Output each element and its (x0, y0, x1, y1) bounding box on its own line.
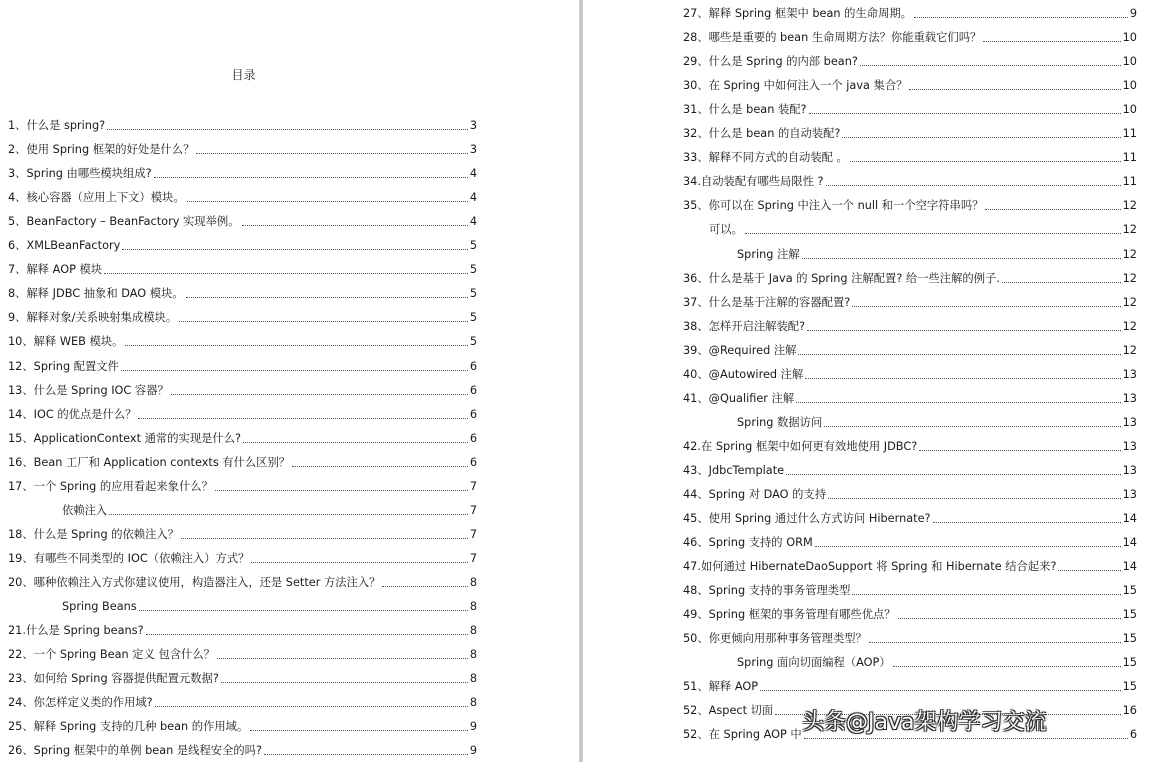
toc-entry[interactable] (8, 232, 477, 256)
toc-dot-leader (852, 593, 1120, 595)
toc-entry-title: 24、你怎样定义类的作用域? (8, 696, 153, 710)
toc-entry-page-number: 7 (469, 479, 477, 493)
toc-entry-page-number: 4 (469, 167, 477, 181)
toc-dot-leader (171, 393, 468, 395)
toc-dot-leader (909, 88, 1120, 90)
toc-entry-title: 48、Spring 支持的事务管理类型 (683, 584, 851, 598)
toc-list-right (683, 0, 1137, 745)
right-page (583, 0, 1167, 762)
toc-entry-title: 43、JdbcTemplate (683, 463, 785, 477)
toc-entry[interactable] (683, 481, 1137, 505)
toc-entry-page-number: 12 (1122, 343, 1137, 357)
toc-entry-page-number: 3 (469, 119, 477, 133)
toc-entry[interactable] (683, 457, 1137, 481)
toc-entry-page-number: 6 (469, 455, 477, 469)
toc-dot-leader (181, 537, 468, 539)
toc-entry-page-number: 11 (1122, 175, 1137, 189)
toc-dot-leader (292, 465, 468, 467)
toc-dot-leader (852, 305, 1120, 307)
toc-entry[interactable] (8, 401, 477, 425)
toc-entry-page-number: 8 (469, 575, 477, 589)
toc-entry-title: 21.什么是 Spring beans? (8, 624, 144, 638)
toc-dot-leader (251, 561, 467, 563)
toc-dot-leader (826, 184, 1121, 186)
toc-dot-leader (121, 369, 468, 371)
toc-entry-page-number: 12 (1122, 319, 1137, 333)
toc-dot-leader (146, 633, 468, 635)
toc-dot-leader (786, 473, 1121, 475)
toc-entry-title: Spring 数据访问 (737, 415, 823, 429)
toc-entry-title: 10、解释 WEB 模块。 (8, 335, 124, 349)
toc-entry-page-number: 7 (469, 527, 477, 541)
toc-entry-title: Spring Beans (62, 599, 137, 613)
toc-entry[interactable] (683, 96, 1137, 120)
toc-entry-page-number: 9 (1129, 7, 1137, 21)
toc-entry-page-number: 4 (469, 191, 477, 205)
toc-dot-leader (196, 152, 467, 154)
toc-entry-page-number: 14 (1122, 512, 1137, 526)
toc-entry-page-number: 10 (1122, 79, 1137, 93)
toc-entry-title: 47.如何通过 HibernateDaoSupport 将 Spring 和 Hibernate 结合起来? (683, 560, 1057, 574)
toc-entry-title: 34.自动装配有哪些局限性 ? (683, 175, 824, 189)
toc-entry[interactable] (683, 649, 1137, 673)
toc-entry[interactable] (683, 168, 1137, 192)
toc-dot-leader (919, 449, 1120, 451)
toc-entry-title: 20、哪种依赖注入方式你建议使用，构造器注入，还是 Setter 方法注入？ (8, 575, 381, 589)
toc-entry-page-number: 13 (1122, 439, 1137, 453)
toc-dot-leader (250, 729, 468, 731)
toc-entry-page-number: 6 (469, 383, 477, 397)
toc-entry-title: 17、一个 Spring 的应用看起来象什么？ (8, 479, 213, 493)
toc-entry-title: 7、解释 AOP 模块 (8, 263, 103, 277)
toc-entry-title: 25、解释 Spring 支持的几种 bean 的作用域。 (8, 720, 249, 734)
toc-entry-page-number: 6 (469, 407, 477, 421)
toc-entry-page-number: 8 (469, 696, 477, 710)
toc-entry-title: 35、你可以在 Spring 中注入一个 null 和一个空字符串吗？ (683, 199, 984, 213)
toc-entry[interactable] (683, 48, 1137, 72)
toc-entry[interactable] (8, 593, 477, 617)
toc-entry[interactable] (683, 433, 1137, 457)
toc-entry-page-number: 13 (1122, 463, 1137, 477)
toc-dot-leader (798, 353, 1120, 355)
left-page (0, 0, 579, 762)
toc-entry-title: 49、Spring 框架的事务管理有哪些优点？ (683, 608, 896, 622)
toc-dot-leader (242, 224, 468, 226)
toc-dot-leader (217, 657, 468, 659)
toc-dot-leader (802, 257, 1121, 259)
toc-dot-leader (221, 681, 468, 683)
toc-dot-leader (824, 425, 1120, 427)
toc-entry[interactable] (8, 208, 477, 232)
toc-entry-page-number: 5 (469, 287, 477, 301)
toc-dot-leader (243, 441, 468, 443)
toc-entry-title: 52、在 Spring AOP 中 (683, 728, 802, 742)
toc-entry[interactable] (683, 553, 1137, 577)
toc-entry[interactable] (8, 160, 477, 184)
toc-entry[interactable] (683, 409, 1137, 433)
toc-dot-leader (109, 513, 468, 515)
toc-entry-title: 3、Spring 由哪些模块组成? (8, 167, 152, 181)
toc-entry[interactable] (8, 352, 477, 376)
toc-entry-page-number: 9 (469, 744, 477, 758)
toc-entry[interactable] (683, 0, 1137, 24)
toc-entry-page-number: 6 (469, 431, 477, 445)
toc-entry-title: 9、解释对象/关系映射集成模块。 (8, 311, 178, 325)
toc-entry-page-number: 16 (1122, 704, 1137, 718)
toc-entry[interactable] (8, 617, 477, 641)
toc-entry-page-number: 8 (469, 672, 477, 686)
toc-entry-title: 36、什么是基于 Java 的 Spring 注解配置? 给一些注解的例子. (683, 271, 1000, 285)
toc-entry[interactable] (683, 240, 1137, 264)
toc-entry[interactable] (683, 601, 1137, 625)
toc-entry[interactable] (8, 641, 477, 665)
toc-entry-title: 51、解释 AOP (683, 680, 759, 694)
toc-entry[interactable] (8, 473, 477, 497)
toc-entry-page-number: 10 (1122, 31, 1137, 45)
toc-entry-page-number: 12 (1122, 223, 1137, 237)
toc-entry[interactable] (8, 713, 477, 737)
toc-entry-title: 39、@Required 注解 (683, 343, 797, 357)
toc-entry-title: Spring 注解 (737, 247, 800, 261)
toc-entry-title: Spring 面向切面编程（AOP） (737, 656, 891, 670)
toc-dot-leader (985, 208, 1120, 210)
toc-entry-page-number: 13 (1122, 487, 1137, 501)
toc-entry-title: 27、解释 Spring 框架中 bean 的生命周期。 (683, 7, 912, 21)
toc-entry-title: 8、解释 JDBC 抽象和 DAO 模块。 (8, 287, 184, 301)
toc-dot-leader (122, 248, 468, 250)
toc-entry[interactable] (8, 665, 477, 689)
toc-dot-leader (842, 136, 1120, 138)
toc-entry-title: 23、如何给 Spring 容器提供配置元数据? (8, 672, 219, 686)
toc-entry-page-number: 5 (469, 263, 477, 277)
toc-entry-title: 41、@Qualifier 注解 (683, 391, 795, 405)
toc-dot-leader (155, 705, 468, 707)
toc-entry[interactable] (683, 625, 1137, 649)
toc-entry[interactable] (8, 184, 477, 208)
toc-entry[interactable] (8, 112, 477, 136)
toc-entry-page-number: 9 (469, 720, 477, 734)
toc-entry-page-number: 14 (1122, 560, 1137, 574)
toc-entry-page-number: 5 (469, 311, 477, 325)
toc-entry[interactable] (8, 377, 477, 401)
toc-entry[interactable] (8, 569, 477, 593)
toc-entry-page-number: 14 (1122, 536, 1137, 550)
toc-dot-leader (1058, 569, 1120, 571)
toc-dot-leader (933, 521, 1121, 523)
toc-dot-leader (805, 377, 1120, 379)
toc-dot-leader (893, 665, 1121, 667)
toc-entry[interactable] (8, 280, 477, 304)
toc-entry[interactable] (683, 24, 1137, 48)
toc-entry-page-number: 10 (1122, 103, 1137, 117)
toc-entry-title: 12、Spring 配置文件 (8, 359, 119, 373)
toc-entry[interactable] (8, 256, 477, 280)
toc-dot-leader (869, 641, 1121, 643)
toc-dot-leader (138, 417, 467, 419)
toc-entry[interactable] (8, 689, 477, 713)
toc-entry[interactable] (683, 265, 1137, 289)
toc-entry-page-number: 3 (469, 143, 477, 157)
toc-entry[interactable] (683, 577, 1137, 601)
toc-dot-leader (860, 64, 1121, 66)
toc-entry-title: 5、BeanFactory – BeanFactory 实现举例。 (8, 215, 240, 229)
toc-entry-title: 14、IOC 的优点是什么？ (8, 407, 137, 421)
toc-entry-title: 19、有哪些不同类型的 IOC（依赖注入）方式？ (8, 551, 250, 565)
toc-entry-page-number: 13 (1122, 391, 1137, 405)
toc-dot-leader (264, 753, 468, 755)
toc-entry[interactable] (8, 136, 477, 160)
toc-entry-page-number: 7 (469, 503, 477, 517)
toc-entry[interactable] (683, 289, 1137, 313)
toc-entry-title: 4、核心容器（应用上下文）模块。 (8, 191, 185, 205)
toc-entry-title: 可以。 (709, 223, 743, 237)
toc-entry-title: 33、解释不同方式的自动装配 。 (683, 151, 848, 165)
toc-dot-leader (215, 489, 468, 491)
toc-entry-page-number: 6 (469, 359, 477, 373)
toc-entry[interactable] (683, 385, 1137, 409)
toc-entry-page-number: 13 (1122, 415, 1137, 429)
toc-entry[interactable] (683, 313, 1137, 337)
toc-entry-page-number: 8 (469, 648, 477, 662)
toc-entry-title: 52、Aspect 切面 (683, 704, 774, 718)
toc-entry[interactable] (8, 328, 477, 352)
toc-entry-title: 2、使用 Spring 框架的好处是什么？ (8, 143, 195, 157)
toc-dot-leader (179, 320, 468, 322)
toc-entry-page-number: 8 (469, 624, 477, 638)
toc-entry[interactable] (683, 337, 1137, 361)
toc-entry[interactable] (683, 120, 1137, 144)
toc-entry-title: 45、使用 Spring 通过什么方式访问 Hibernate? (683, 512, 931, 526)
toc-dot-leader (154, 176, 468, 178)
toc-entry-page-number: 15 (1122, 680, 1137, 694)
toc-entry-title: 42.在 Spring 框架中如何更有效地使用 JDBC? (683, 439, 918, 453)
toc-entry[interactable] (8, 304, 477, 328)
toc-dot-leader (187, 200, 468, 202)
toc-dot-leader (186, 296, 468, 298)
toc-entry-page-number: 15 (1122, 656, 1137, 670)
toc-entry[interactable] (8, 425, 477, 449)
toc-dot-leader (983, 40, 1120, 42)
toc-entry-page-number: 15 (1122, 584, 1137, 598)
toc-entry[interactable] (683, 361, 1137, 385)
toc-entry-page-number: 12 (1122, 271, 1137, 285)
toc-entry[interactable] (8, 737, 477, 761)
toc-entry-title: 31、什么是 bean 装配? (683, 103, 807, 117)
toc-entry-title: 13、什么是 Spring IOC 容器？ (8, 383, 169, 397)
toc-entry-title: 22、一个 Spring Bean 定义 包含什么？ (8, 648, 215, 662)
watermark: 头条@Java架构学习交流 (802, 710, 1047, 735)
toc-entry-title: 28、哪些是重要的 bean 生命周期方法？你能重载它们吗？ (683, 31, 982, 45)
toc-dot-leader (898, 617, 1121, 619)
toc-entry-page-number: 4 (469, 215, 477, 229)
toc-dot-leader (850, 160, 1121, 162)
toc-entry-title: 29、什么是 Spring 的内部 bean? (683, 55, 858, 69)
toc-entry-title: 18、什么是 Spring 的依赖注入？ (8, 527, 179, 541)
toc-entry-page-number: 12 (1122, 199, 1137, 213)
toc-dot-leader (125, 344, 467, 346)
toc-entry[interactable] (8, 521, 477, 545)
toc-entry-title: 32、什么是 bean 的自动装配? (683, 127, 841, 141)
toc-entry-page-number: 11 (1122, 151, 1137, 165)
toc-entry[interactable] (683, 529, 1137, 553)
toc-entry-page-number: 5 (469, 239, 477, 253)
toc-dot-leader (828, 497, 1121, 499)
toc-entry-page-number: 10 (1122, 55, 1137, 69)
toc-entry-page-number: 15 (1122, 632, 1137, 646)
toc-entry[interactable] (8, 449, 477, 473)
toc-title: 目录 (231, 68, 256, 82)
toc-dot-leader (1002, 281, 1121, 283)
toc-entry-page-number: 12 (1122, 247, 1137, 261)
toc-entry[interactable] (683, 192, 1137, 216)
toc-entry[interactable] (683, 144, 1137, 168)
toc-dot-leader (107, 128, 468, 130)
toc-dot-leader (745, 232, 1121, 234)
toc-dot-leader (807, 329, 1121, 331)
toc-entry[interactable] (8, 545, 477, 569)
toc-entry-page-number: 5 (469, 335, 477, 349)
toc-entry-title: 15、ApplicationContext 通常的实现是什么? (8, 431, 242, 445)
toc-entry-title: 44、Spring 对 DAO 的支持 (683, 487, 827, 501)
toc-dot-leader (914, 16, 1128, 18)
toc-dot-leader (815, 545, 1121, 547)
toc-entry-title: 依赖注入 (62, 503, 108, 517)
toc-entry-title: 38、怎样开启注解装配? (683, 319, 806, 333)
toc-dot-leader (139, 609, 468, 611)
toc-entry-title: 16、Bean 工厂和 Application contexts 有什么区别？ (8, 455, 291, 469)
toc-entry-title: 30、在 Spring 中如何注入一个 java 集合？ (683, 79, 908, 93)
toc-dot-leader (796, 401, 1121, 403)
toc-entry[interactable] (683, 72, 1137, 96)
toc-dot-leader (760, 689, 1121, 691)
toc-entry-title: 26、Spring 框架中的单例 bean 是线程安全的吗? (8, 744, 262, 758)
toc-entry-page-number: 11 (1122, 127, 1137, 141)
toc-dot-leader (809, 112, 1121, 114)
toc-entry-page-number: 6 (1129, 728, 1137, 742)
toc-entry-page-number: 7 (469, 551, 477, 565)
toc-dot-leader (382, 585, 467, 587)
toc-entry[interactable] (8, 497, 477, 521)
toc-entry-title: 40、@Autowired 注解 (683, 367, 804, 381)
toc-dot-leader (104, 272, 468, 274)
toc-entry-title: 1、什么是 spring? (8, 119, 106, 133)
toc-entry-title: 46、Spring 支持的 ORM (683, 536, 813, 550)
toc-entry-page-number: 13 (1122, 367, 1137, 381)
toc-entry-title: 6、XMLBeanFactory (8, 239, 121, 253)
toc-entry-page-number: 15 (1122, 608, 1137, 622)
toc-entry[interactable] (683, 673, 1137, 697)
toc-entry-title: 37、什么是基于注解的容器配置? (683, 295, 851, 309)
toc-entry[interactable] (683, 216, 1137, 240)
toc-entry[interactable] (683, 505, 1137, 529)
toc-entry-page-number: 12 (1122, 295, 1137, 309)
toc-entry-page-number: 8 (469, 599, 477, 613)
toc-list-left (8, 112, 477, 761)
toc-entry-title: 50、你更倾向用那种事务管理类型？ (683, 632, 867, 646)
